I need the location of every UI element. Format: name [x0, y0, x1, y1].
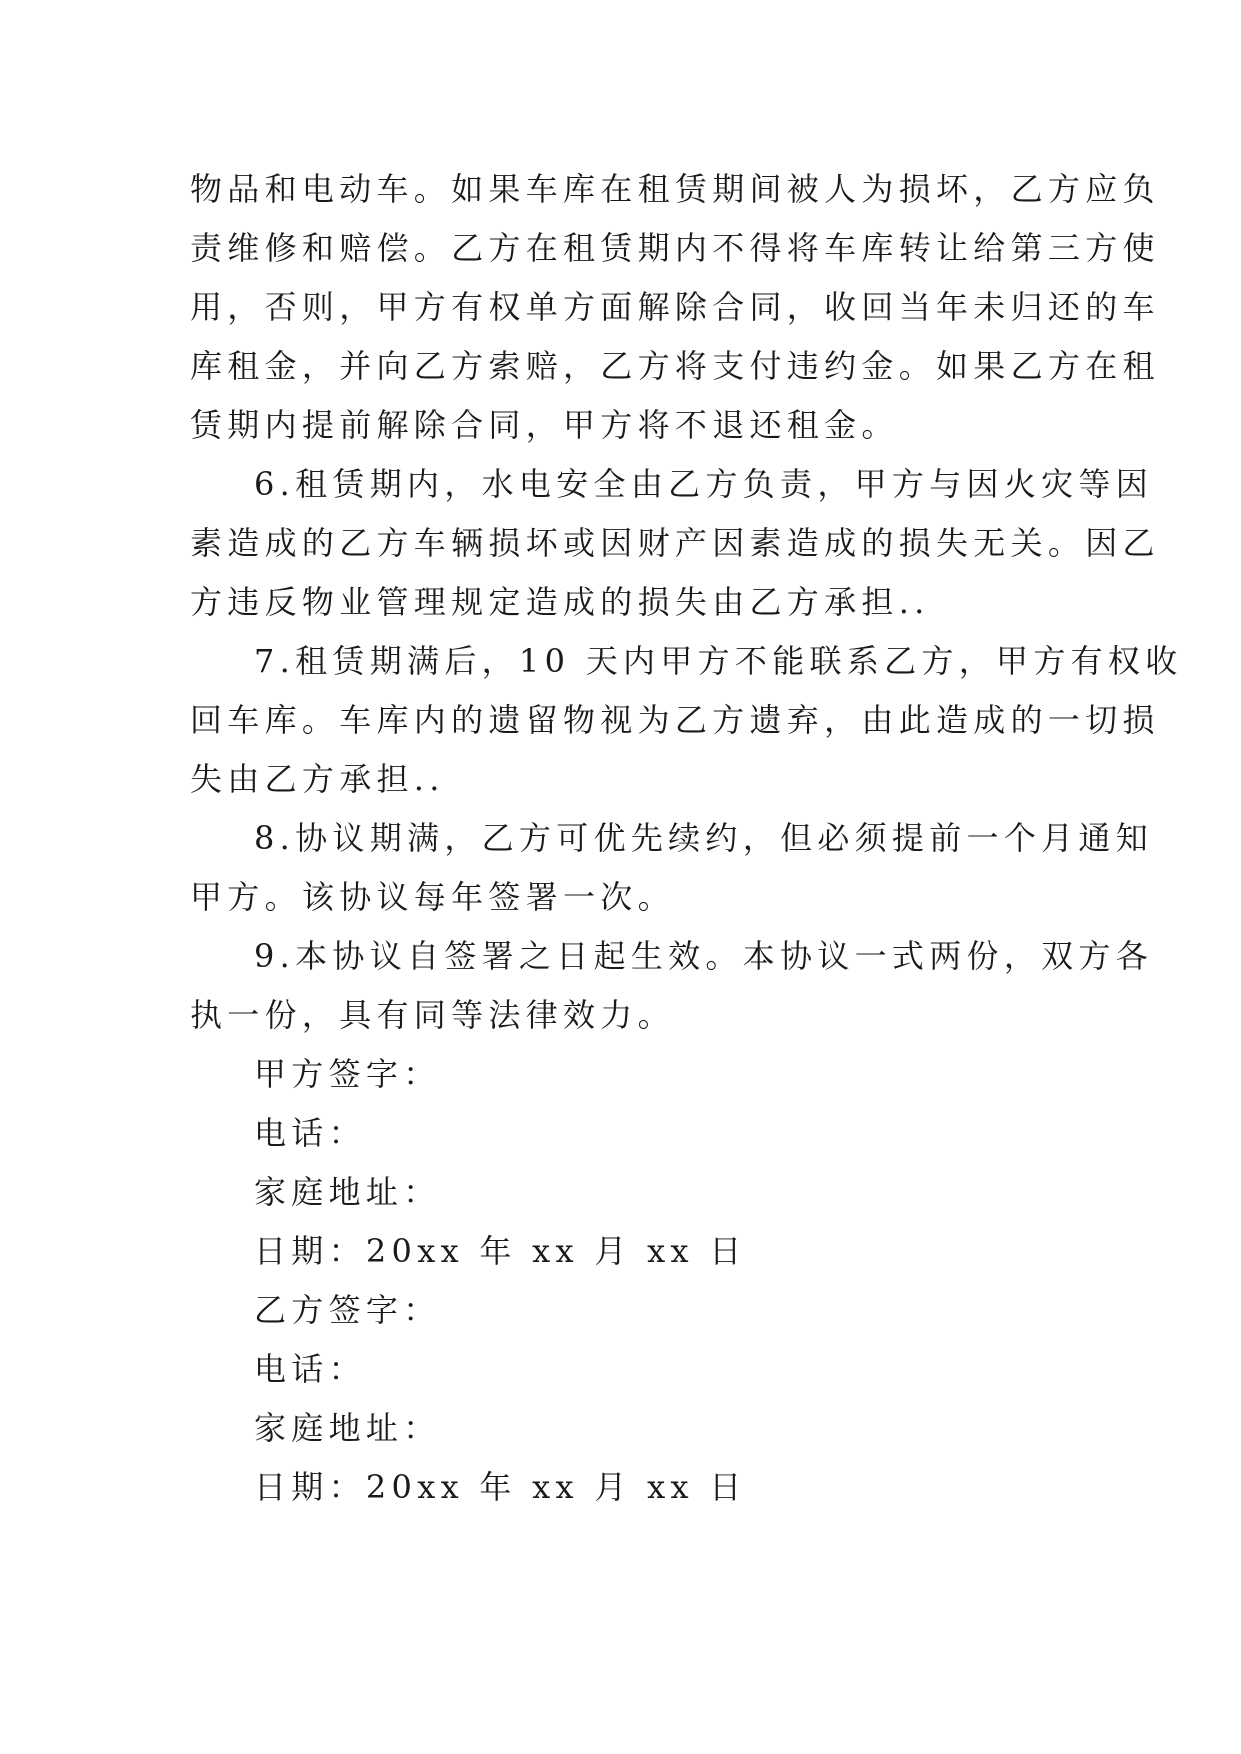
party-b-date-label: 日期：20xx 年 xx 月 xx 日: [254, 1468, 747, 1506]
party-a-date-label: 日期：20xx 年 xx 月 xx 日: [254, 1232, 747, 1270]
text-line: 执一份，具有同等法律效力。: [190, 996, 675, 1034]
text-line: 回车库。车库内的遗留物视为乙方遗弃，由此造成的一切损: [190, 701, 1160, 739]
text-line: 用，否则，甲方有权单方面解除合同，收回当年未归还的车: [190, 288, 1160, 326]
text-line: 方违反物业管理规定造成的损失由乙方承担..: [190, 583, 930, 621]
party-a-signature-label: 甲方签字：: [254, 1055, 441, 1093]
text-line: 7.租赁期满后，10 天内甲方不能联系乙方，甲方有权收: [254, 642, 1183, 680]
party-b-signature-label: 乙方签字：: [254, 1291, 441, 1329]
text-line: 素造成的乙方车辆损坏或因财产因素造成的损失无关。因乙: [190, 524, 1160, 562]
text-line: 库租金，并向乙方索赔，乙方将支付违约金。如果乙方在租: [190, 347, 1160, 385]
party-a-address-label: 家庭地址：: [254, 1173, 441, 1211]
clause-9: [190, 927, 1154, 1045]
clause-5-continued: [190, 160, 1160, 455]
clause-7: [190, 632, 1183, 809]
party-b-address-label: 家庭地址：: [254, 1409, 441, 1447]
document-page: [190, 160, 1183, 1517]
party-b-signature-block: [190, 1281, 1050, 1517]
text-line: 赁期内提前解除合同，甲方将不退还租金。: [190, 406, 899, 444]
clause-6: [190, 455, 1160, 632]
text-line: 9.本协议自签署之日起生效。本协议一式两份，双方各: [254, 937, 1154, 975]
party-b-phone-label: 电话：: [254, 1350, 366, 1388]
clause-8: [190, 809, 1154, 927]
text-line: 甲方。该协议每年签署一次。: [190, 878, 675, 916]
party-a-phone-label: 电话：: [254, 1114, 366, 1152]
text-line: 6.租赁期内，水电安全由乙方负责，甲方与因火灾等因: [254, 465, 1154, 503]
text-line: 8.协议期满，乙方可优先续约，但必须提前一个月通知: [254, 819, 1154, 857]
text-line: 责维修和赔偿。乙方在租赁期内不得将车库转让给第三方使: [190, 229, 1160, 267]
text-line: 失由乙方承担..: [190, 760, 445, 798]
party-a-signature-block: [190, 1045, 1050, 1281]
text-line: 物品和电动车。如果车库在租赁期间被人为损坏，乙方应负: [190, 170, 1160, 208]
